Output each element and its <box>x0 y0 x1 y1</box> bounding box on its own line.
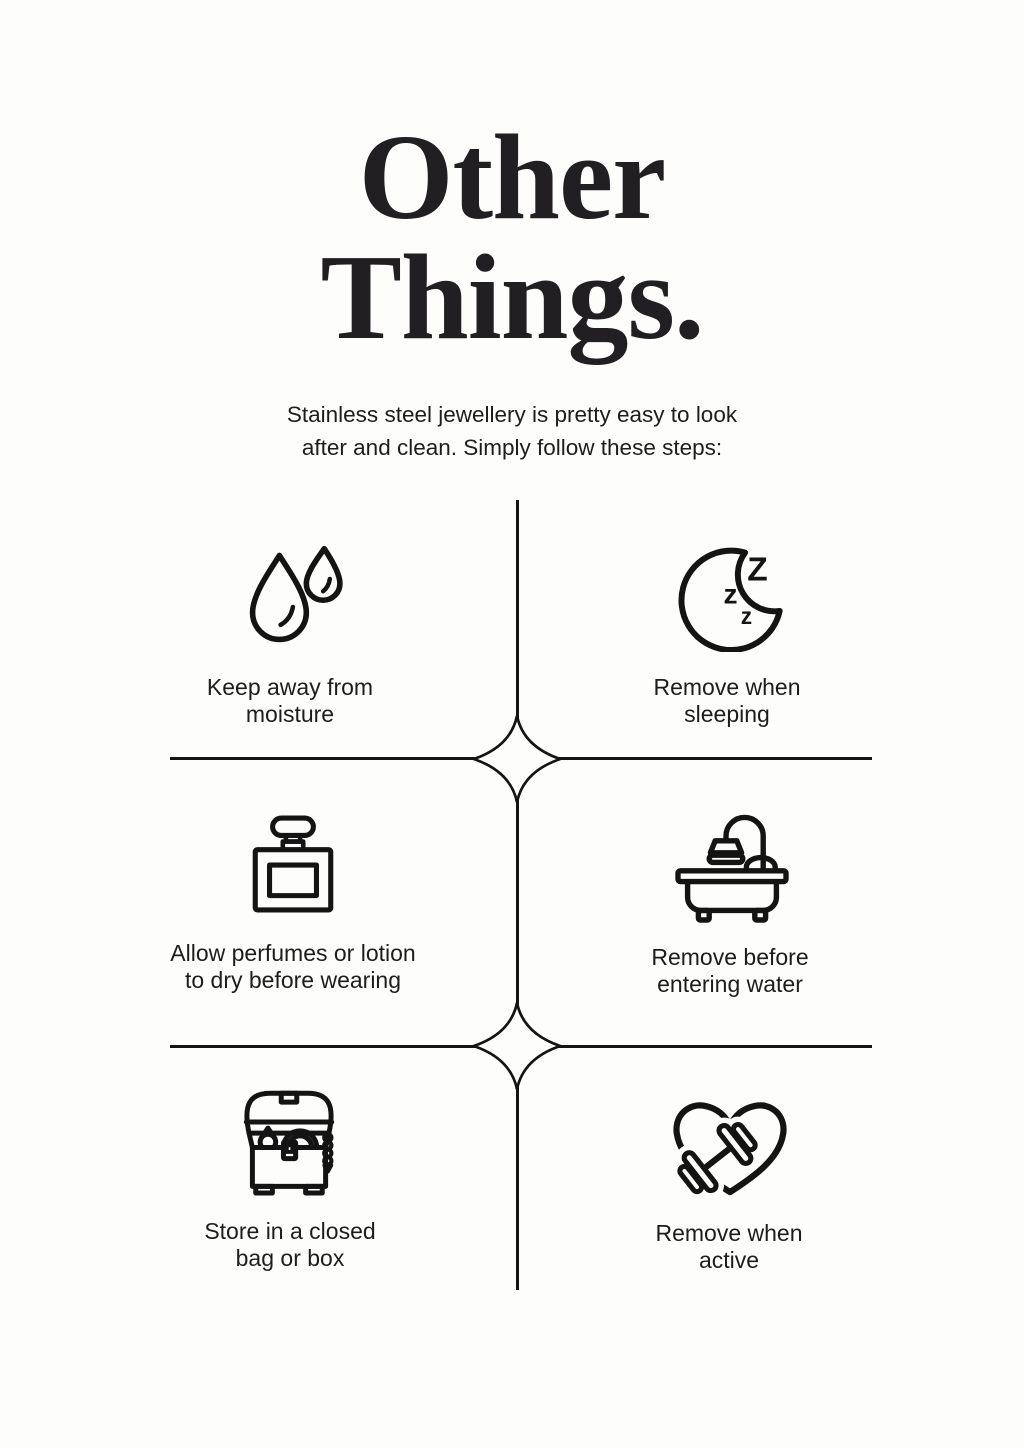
heart-dumbbell-icon <box>662 1092 798 1206</box>
subtitle <box>162 398 862 464</box>
subtitle-line2: after and clean. Simply follow these steps: <box>301 435 723 460</box>
bathtub-shower-icon <box>672 806 792 926</box>
zzz-letter: z <box>740 602 753 629</box>
four-point-star-icon <box>472 1001 562 1091</box>
jewellery-box-icon <box>228 1086 350 1198</box>
caption-keep-away-from-moisture: Keep away from moisture <box>206 674 374 727</box>
water-drops-icon <box>238 542 350 654</box>
caption-remove-before-water: Remove before entering water <box>651 944 809 997</box>
caption-remove-when-active: Remove when active <box>655 1220 803 1273</box>
perfume-bottle-icon <box>242 802 344 926</box>
page-title-line1: Other <box>358 110 666 245</box>
caption-remove-when-sleeping: Remove when sleeping <box>653 674 801 727</box>
subtitle-line1: Stainless steel jewellery is pretty easy to look <box>286 402 738 427</box>
page-title <box>0 110 1024 365</box>
page-title-line2: Things. <box>320 230 704 365</box>
crescent-moon-zzz-icon <box>676 544 784 652</box>
zzz-letter: z <box>723 578 738 610</box>
zzz-letter: Z <box>747 551 768 589</box>
caption-store-closed-bag: Store in a closed bag or box <box>204 1218 376 1271</box>
vertical-divider-line <box>516 500 519 1290</box>
caption-allow-perfumes: Allow perfumes or lotion to dry before wearing <box>170 940 416 993</box>
